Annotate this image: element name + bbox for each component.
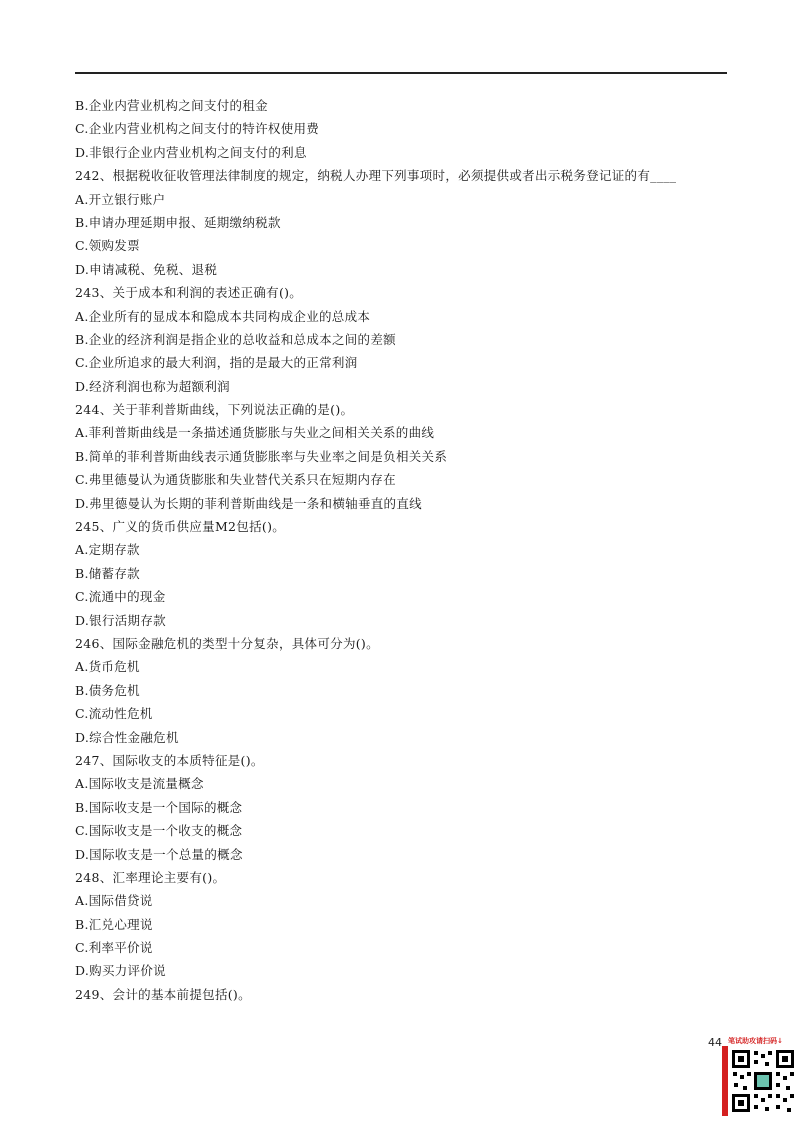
document-body	[75, 94, 735, 1006]
option-line: D.申请减税、免税、退税	[75, 261, 218, 277]
option-line: B.申请办理延期申报、延期缴纳税款	[75, 214, 281, 230]
text-line: B.企业内营业机构之间支付的租金	[75, 98, 268, 113]
option-line: A.国际借贷说	[75, 893, 153, 909]
option-line: D.弗里德曼认为长期的菲利普斯曲线是一条和横轴垂直的直线	[75, 495, 422, 511]
option-line: B.汇兑心理说	[75, 916, 153, 932]
option-line: A.定期存款	[75, 542, 140, 558]
option-line: C.流动性危机	[75, 706, 153, 722]
question-line: 249、会计的基本前提包括()。	[75, 986, 251, 1002]
option-line: A.货币危机	[75, 659, 140, 675]
question-line: 243、关于成本和利润的表述正确有()。	[75, 285, 303, 301]
qr-code-icon[interactable]	[730, 1048, 796, 1114]
option-line: A.开立银行账户	[75, 191, 166, 207]
qr-caption: 笔试助攻请扫码↓	[728, 1037, 783, 1045]
option-line: B.企业的经济利润是指企业的总收益和总成本之间的差额	[75, 331, 396, 347]
header-rule	[75, 72, 727, 74]
option-line: A.菲利普斯曲线是一条描述通货膨胀与失业之间相关关系的曲线	[75, 425, 435, 441]
text-line: D.非银行企业内营业机构之间支付的利息	[75, 144, 307, 160]
option-line: D.国际收支是一个总量的概念	[75, 846, 243, 862]
page-number: 44	[708, 1036, 722, 1049]
qr-side-strip	[722, 1046, 728, 1116]
question-line: 242、根据税收征收管理法律制度的规定，纳税人办理下列事项时，必须提供或者出示税务登记证的有____	[75, 168, 677, 184]
option-line: C.流通中的现金	[75, 589, 166, 605]
option-line: C.利率平价说	[75, 940, 153, 956]
option-line: D.经济利润也称为超额利润	[75, 378, 230, 394]
option-line: C.弗里德曼认为通货膨胀和失业替代关系只在短期内存在	[75, 472, 396, 488]
option-line: C.国际收支是一个收支的概念	[75, 823, 243, 839]
question-line: 247、国际收支的本质特征是()。	[75, 752, 264, 768]
question-line: 246、国际金融危机的类型十分复杂，具体可分为()。	[75, 635, 379, 651]
question-line: 248、汇率理论主要有()。	[75, 869, 226, 885]
question-line: 245、广义的货币供应量M2包括()。	[75, 519, 286, 535]
option-line: B.国际收支是一个国际的概念	[75, 799, 243, 815]
option-line: C.企业所追求的最大利润，指的是最大的正常利润	[75, 355, 358, 371]
option-line: A.国际收支是流量概念	[75, 776, 204, 792]
option-line: B.储蓄存款	[75, 565, 140, 581]
text-line: C.企业内营业机构之间支付的特许权使用费	[75, 121, 320, 137]
option-line: B.简单的菲利普斯曲线表示通货膨胀率与失业率之间是负相关关系	[75, 448, 448, 464]
option-line: D.购买力评价说	[75, 963, 166, 979]
option-line: D.银行活期存款	[75, 612, 166, 628]
option-line: A.企业所有的显成本和隐成本共同构成企业的总成本	[75, 308, 371, 324]
option-line: B.债务危机	[75, 682, 140, 698]
option-line: D.综合性金融危机	[75, 729, 179, 745]
question-line: 244、关于菲利普斯曲线，下列说法正确的是()。	[75, 402, 354, 418]
option-line: C.领购发票	[75, 238, 140, 254]
